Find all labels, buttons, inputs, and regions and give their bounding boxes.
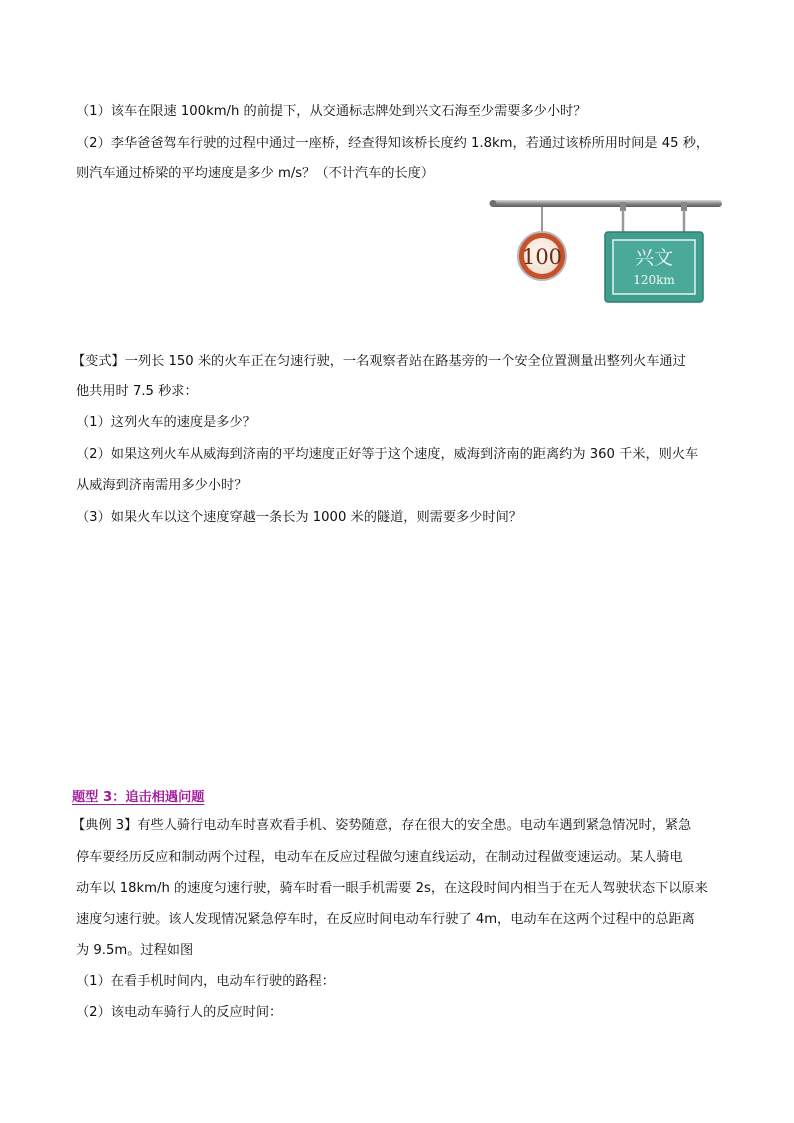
problem1-question-1: （1）该车在限速 100km/h 的前提下，从交通标志牌处到兴文石海至少需要多少小时？ xyxy=(76,104,587,119)
problem1-question-2-line2: 则汽车通过桥梁的平均速度是多少 m/s？（不计汽车的长度） xyxy=(76,166,435,181)
variant-question-3: （3）如果火车以这个速度穿越一条长为 1000 米的隧道，则需要多少时间？ xyxy=(76,510,522,525)
destination-name: 兴文 xyxy=(634,247,674,269)
speed-limit-value: 100 xyxy=(521,245,563,269)
variant-question-2-line2: 从威海到济南需用多少小时？ xyxy=(76,478,248,493)
example-3-line-1: 【典例 3】有些人骑行电动车时喜欢看手机、姿势随意，存在很大的安全患。电动车遇到紧急情况时，紧急 xyxy=(72,818,692,833)
example-3-line-2: 停车要经历反应和制动两个过程，电动车在反应过程做匀速直线运动，在制动过程做变速运动。某人骑电 xyxy=(76,850,683,865)
example-3-line-3: 动车以 18km/h 的速度匀速行驶，骑车时看一眼手机需要 2s，在这段时间内相当于在无人驾驶状态下以原来 xyxy=(76,881,708,896)
problem1-question-2-line1: （2）李华爸爸驾车行驶的过程中通过一座桥，经查得知该桥长度约 1.8km，若通过该桥所用时间是 45 秒， xyxy=(76,136,710,151)
board-clamp-left xyxy=(620,202,626,211)
sign-pole xyxy=(490,200,722,207)
variant-question-1: （1）这列火车的速度是多少？ xyxy=(76,415,256,430)
board-clamp-right xyxy=(681,202,687,211)
section-heading: 题型 3：追击相遇问题 xyxy=(72,790,205,805)
variant-question-2-line1: （2）如果这列火车从威海到济南的平均速度正好等于这个速度，威海到济南的距离约为 360 千米，则火车 xyxy=(76,447,699,462)
example-3-line-4: 速度匀速行驶。该人发现情况紧急停车时，在反应时间电动车行驶了 4m，电动车在这两个过程中的总距离 xyxy=(76,912,695,927)
example-3-line-5: 为 9.5m。过程如图 xyxy=(76,943,194,958)
example-3-question-1: （1）在看手机时间内，电动车行驶的路程： xyxy=(76,974,335,989)
traffic-sign-illustration xyxy=(486,196,726,306)
pole-end-cap xyxy=(490,200,497,207)
destination-distance: 120km xyxy=(633,273,675,287)
variant-line-1: 【变式】一列长 150 米的火车正在匀速行驶，一名观察者站在路基旁的一个安全位置测量出整列火车通过 xyxy=(72,354,686,369)
example-3-question-2: （2）该电动车骑行人的反应时间： xyxy=(76,1005,283,1020)
variant-line-2: 他共用时 7.5 秒求： xyxy=(76,384,198,399)
